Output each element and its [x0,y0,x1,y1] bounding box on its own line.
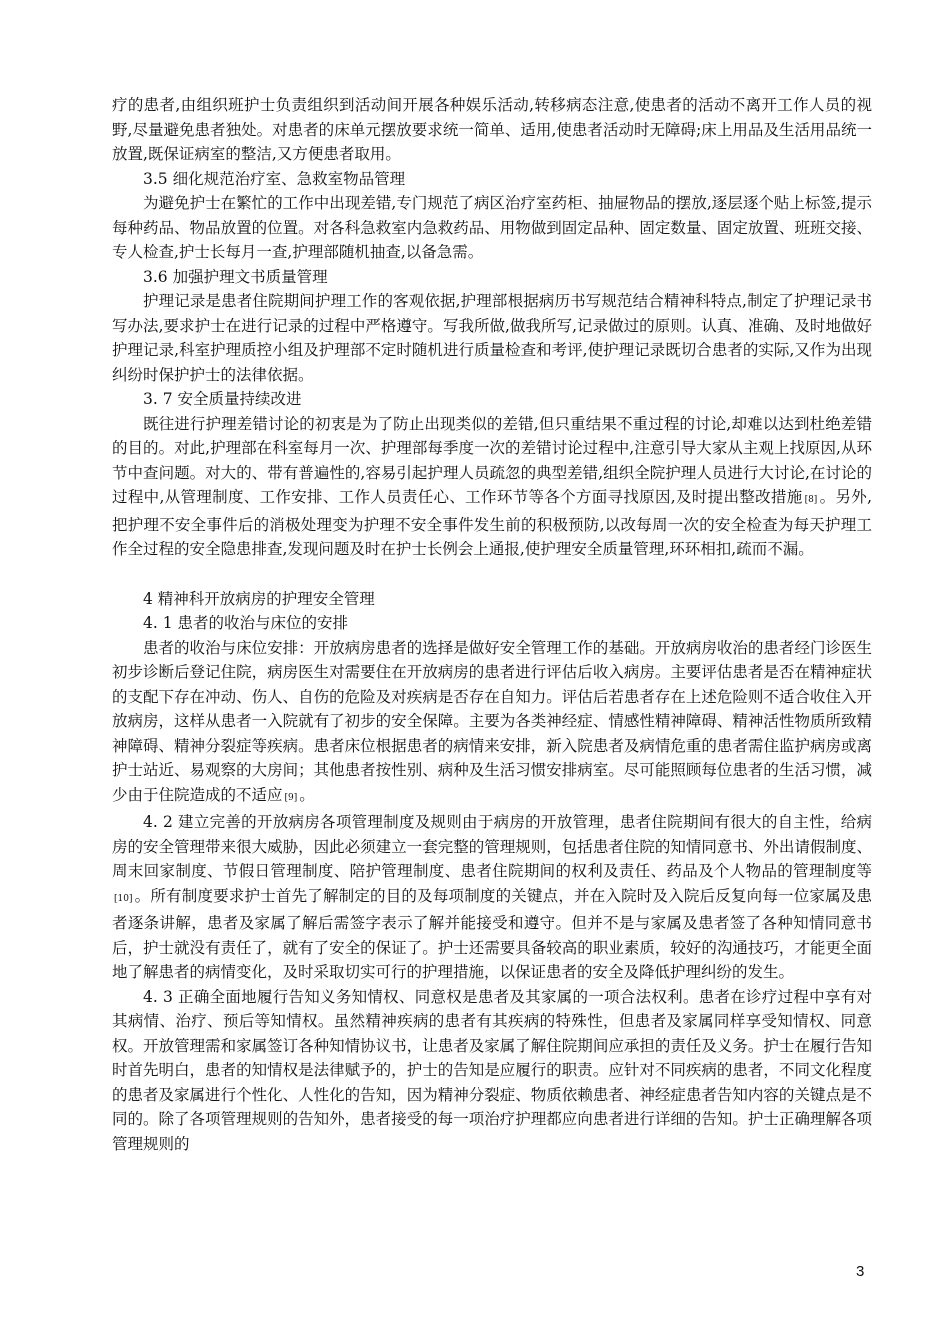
paragraph-3-7 [112,412,872,562]
page-body [112,93,872,1156]
citation-8: [8] [804,495,818,505]
section-heading-3-6: 3.6 加强护理文书质量管理 [143,267,328,286]
paragraph-3-7-part-a: 既往进行护理差错讨论的初衷是为了防止出现类似的差错,但只重结果不重过程的讨论,却难以达到杜绝差错的目的。对此,护理部在科室每月一次、护理部每季度一次的差错讨论过程中,注意引导大家从主观上找原因,从环节中查问题。对大的、带有普遍性的,容易引起护理人员疏忽的典型差错,组织全院护理人员进行大讨论,在讨论的过程中,从管理制度、工作安排、工作人员责任心、工作环节等各个方面寻找原因,及时提出整改措施 [112,414,872,506]
paragraph-3-5: 为避免护士在繁忙的工作中出现差错,专门规范了病区治疗室药柜、抽屉物品的摆放,逐层逐个贴上标签,提示每种药品、物品放置的位置。对各科急救室内急救药品、用物做到固定品种、固定数量、固定放置、班班交接、专人检查,护士长每月一查,护理部随机抽查,以备急需。 [112,194,872,261]
citation-9: [9] [284,792,298,803]
paragraph-4-1 [112,636,872,811]
citation-10: [10] [114,893,133,904]
paragraph-4-2 [112,810,872,985]
section-heading-3-7: 3. 7 安全质量持续改进 [143,390,302,408]
paragraph-continued: 疗的患者,由组织班护士负责组织到活动间开展各种娱乐活动,转移病态注意,使患者的活动不离开工作人员的视野,尽量避免患者独处。对患者的床单元摆放要求统一简单、适用,使患者活动时无障碍;床上用品及生活用品统一放置,既保证病室的整洁,又方便患者取用。 [112,96,872,163]
paragraph-4-1-part-a: 患者的收治与床位安排：开放病房患者的选择是做好安全管理工作的基础。开放病房收治的患者经门诊医生初步诊断后登记住院，病房医生对需要住在开放病房的患者进行评估后收入病房。主要评估患者是否在精神症状的支配下存在冲动、伤人、自伤的危险及对疾病是否存在自知力。评估后若患者存在上述危险则不适合收住入开放病房，这样从患者一入院就有了初步的安全保障。主要为各类神经症、情感性精神障碍、精神活性物质所致精神障碍、精神分裂症等疾病。患者床位根据患者的病情来安排，新入院患者及病情危重的患者需住监护病房或离护士站近、易观察的大房间；其他患者按性别、病种及生活习惯安排病室。尽可能照顾每位患者的生活习惯，减少由于住院造成的不适应 [112,638,872,804]
paragraph-3-7-part-b: 。另外,把护理不安全事件后的消极处理变为护理不安全事件发生前的积极预防,以改每周一次的安全检查为每天护理工作全过程的安全隐患排查,发现问题及时在护士长例会上通报,使护理安全质量管理,环环相扣,疏而不漏。 [112,488,873,558]
paragraph-3-6: 护理记录是患者住院期间护理工作的客观依据,护理部根据病历书写规范结合精神科特点,制定了护理记录书写办法,要求护士在进行记录的过程中严格遵守。写我所做,做我所写,记录做过的原则。认真、准确、及时地做好护理记录,科室护理质控小组及护理部不定时随机进行质量检查和考评,使护理记录既切合患者的实际,又作为出现纠纷时保护护士的法律依据。 [112,292,872,384]
section-heading-4-1: 4. 1 患者的收治与床位的安排 [143,614,349,632]
paragraph-4-1-part-b: 。 [299,785,315,804]
paragraph-4-3: 4. 3 正确全面地履行告知义务知情权、同意权是患者及其家属的一项合法权利。患者在诊疗过程中享有对其病情、治疗、预后等知情权。虽然精神疾病的患者有其疾病的特殊性，但患者及家属同样享受知情权、同意权。开放管理需和家属签订各种知情协议书，让患者及家属了解住院期间应承担的责任及义务。护士在履行告知时首先明白，患者的知情权是法律赋予的，护士的告知是应履行的职责。应针对不同疾病的患者，不同文化程度的患者及家属进行个性化、人性化的告知，因为精神分裂症、物质依赖患者、神经症患者告知内容的关键点是不同的。除了各项管理规则的告知外，患者接受的每一项治疗护理都应向患者进行详细的告知。护士正确理解各项管理规则的 [112,987,872,1153]
section-spacer [112,562,872,587]
paragraph-4-2-part-a: 4. 2 建立完善的开放病房各项管理制度及规则由于病房的开放管理，患者住院期间有很大的自主性，给病房的安全管理带来很大威胁，因此必须建立一套完整的管理规则，包括患者住院的知情同意书、外出请假制度、周末回家制度、节假日管理制度、陪护管理制度、患者住院期间的权利及责任、药品及个人物品的管理制度等 [112,813,872,880]
paragraph-4-2-part-b: 。所有制度要求护士首先了解制定的目的及每项制度的关键点，并在入院时及入院后反复向每一位家属及患者逐条讲解，患者及家属了解后需签字表示了解并能接受和遵守。但并不是与家属及患者签了各种知情同意书后，护士就没有责任了，就有了安全的保证了。护士还需要具备较高的职业素质，较好的沟通技巧，才能更全面地了解患者的病情变化，及时采取切实可行的护理措施，以保证患者的安全及降低护理纠纷的发生。 [112,886,872,981]
chapter-heading-4: 4 精神科开放病房的护理安全管理 [143,589,375,608]
page-number: 3 [856,1263,865,1280]
section-heading-3-5: 3.5 细化规范治疗室、急救室物品管理 [143,169,406,188]
